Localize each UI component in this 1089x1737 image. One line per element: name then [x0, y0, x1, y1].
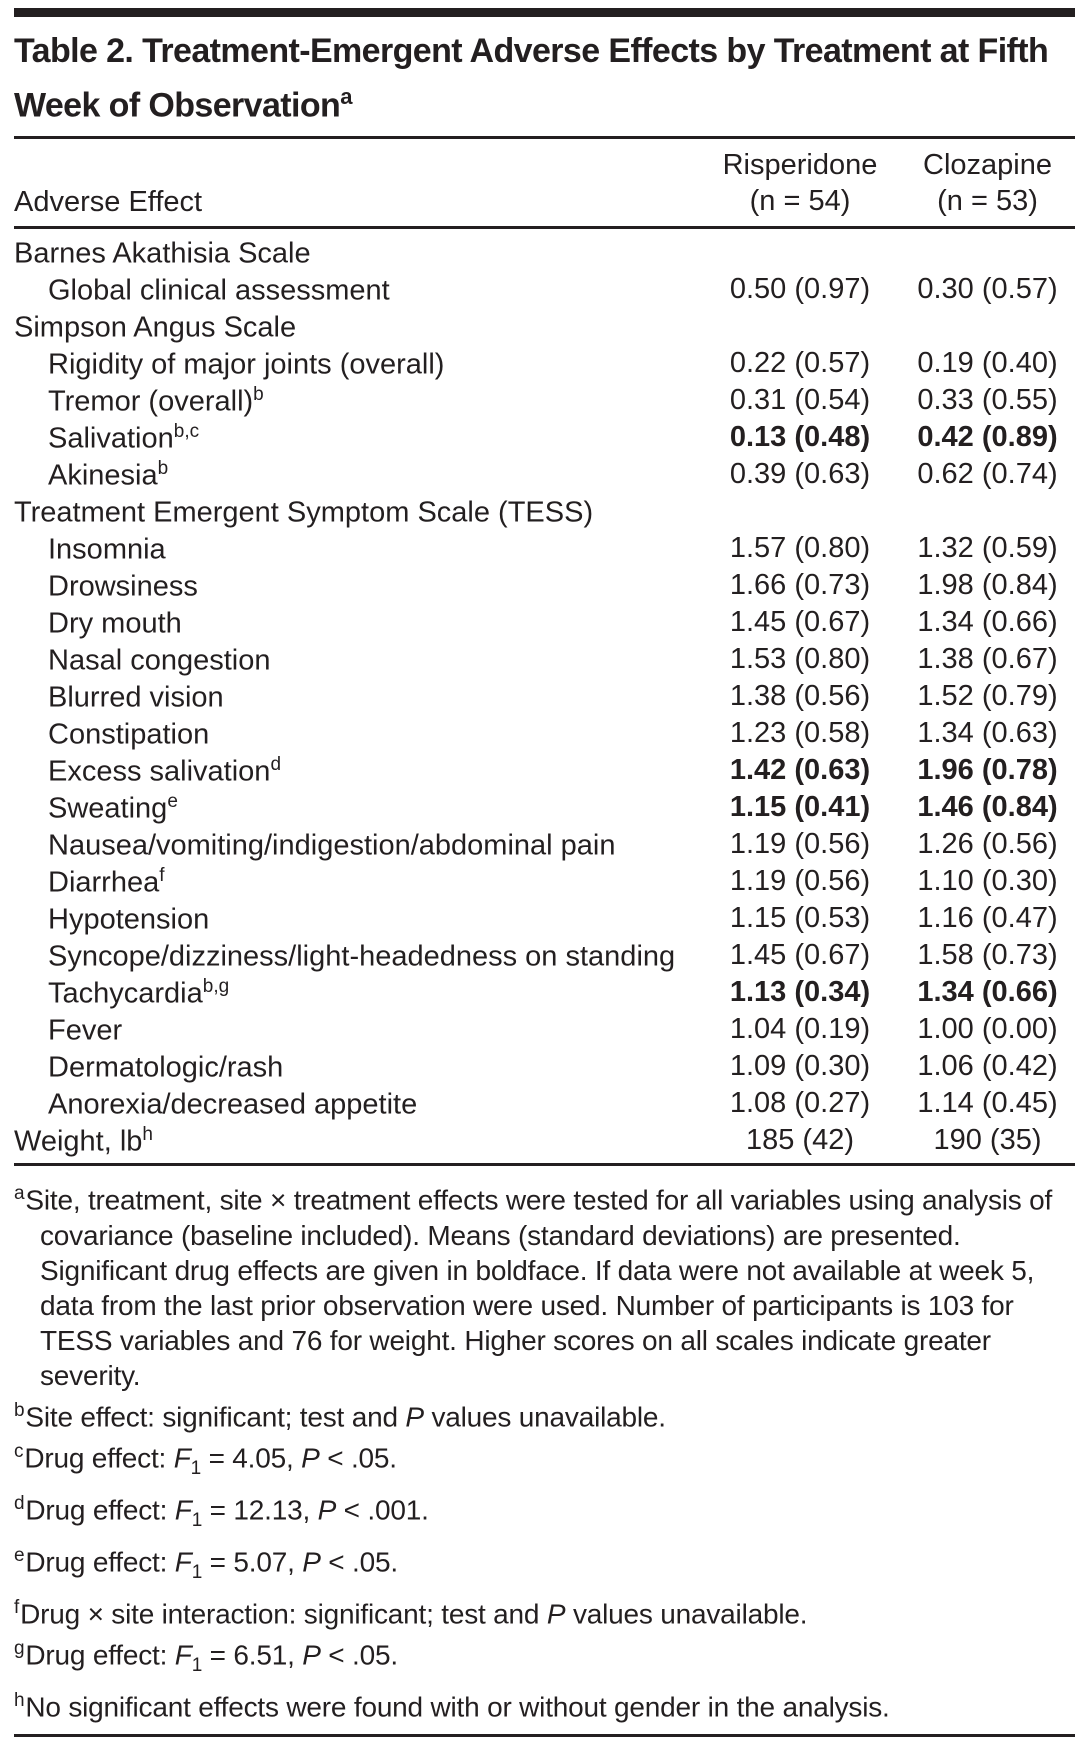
- table-row: [14, 1048, 1075, 1085]
- risperidone-value: 1.38 (0.56): [729, 680, 871, 713]
- clozapine-value: 1.34 (0.66): [917, 976, 1058, 1009]
- table-row: [14, 308, 1075, 345]
- risperidone-value: 1.42 (0.63): [729, 754, 871, 787]
- table-row: [14, 228, 1075, 272]
- column-header-clozapine: [900, 138, 1075, 228]
- adverse-effect-label: Insomnia: [48, 533, 166, 566]
- table-row: [14, 1011, 1075, 1048]
- footnote-a: $^a$Site, treatment, site × treatment effects were tested for all variables using analysis of covariance (baseline included). Means (standard deviations) are presented. Significant drug effects are given in boldface. If data were not available at week 5, data from the last prior observation were used. Number of participants is 103 for TESS variables and 76 for weight. Higher scores on all scales indicate greater severity.: [14, 1183, 1053, 1391]
- risperidone-value: 1.04 (0.19): [729, 1013, 871, 1046]
- risperidone-value: 1.19 (0.56): [729, 865, 871, 898]
- clozapine-value: 1.34 (0.63): [917, 717, 1058, 750]
- adverse-effect-label: Dry mouth: [48, 607, 182, 640]
- adverse-effect-label: Barnes Akathisia Scale: [14, 237, 311, 270]
- table-row: [14, 826, 1075, 863]
- risperidone-value: 1.15 (0.41): [729, 791, 871, 824]
- table-row: [14, 530, 1075, 567]
- table-row: [14, 715, 1075, 752]
- clozapine-value: [900, 493, 1075, 530]
- table-header: [14, 138, 1075, 228]
- risperidone-n: (n = 54): [749, 185, 851, 218]
- footnotes: [14, 1176, 1075, 1724]
- column-header-adverse-effect: Adverse Effect: [14, 138, 700, 228]
- adverse-effect-label: Anorexia/decreased appetite: [48, 1088, 418, 1121]
- clozapine-n: (n = 53): [937, 185, 1038, 218]
- footnote-marker: b,c: [173, 420, 200, 442]
- adverse-effect-label: Rigidity of major joints (overall): [48, 348, 445, 381]
- table-row: [14, 456, 1075, 493]
- adverse-effect-label: Blurred vision: [48, 681, 224, 714]
- table-row: [14, 382, 1075, 419]
- risperidone-value: 1.15 (0.53): [729, 902, 871, 935]
- clozapine-value: 1.34 (0.66): [917, 606, 1058, 639]
- footnote-marker: e: [167, 790, 178, 812]
- table-row: [14, 604, 1075, 641]
- adverse-effect-label: Syncope/dizziness/light-headedness on standing: [48, 940, 676, 973]
- risperidone-value: 1.66 (0.73): [729, 569, 871, 602]
- risperidone-label: Risperidone: [722, 149, 878, 182]
- adverse-effect-label: Tachycardia$^{b,g}$: [48, 975, 230, 1010]
- table-row: [14, 271, 1075, 308]
- risperidone-value: 1.45 (0.67): [729, 939, 871, 972]
- risperidone-value: 1.08 (0.27): [729, 1087, 871, 1120]
- table-body: [14, 228, 1075, 1165]
- clozapine-value: 1.32 (0.59): [917, 532, 1058, 565]
- risperidone-value: 0.50 (0.97): [729, 273, 871, 306]
- adverse-effect-label: Tremor (overall)$^b$: [48, 383, 264, 418]
- clozapine-value: 1.16 (0.47): [917, 902, 1058, 935]
- footnote-g: $^g$Drug effect: $F_1 = 6.51$, P < .05.: [14, 1638, 398, 1676]
- clozapine-value: 0.62 (0.74): [917, 458, 1058, 491]
- footnote-h: $^h$No significant effects were found with or without gender in the analysis.: [14, 1690, 890, 1723]
- footnote-marker: d: [270, 753, 282, 775]
- top-rule: [14, 8, 1075, 17]
- table-row: [14, 641, 1075, 678]
- adverse-effect-label: Salivation$^{b,c}$: [48, 420, 200, 455]
- risperidone-value: 0.31 (0.54): [729, 384, 871, 417]
- risperidone-value: [700, 493, 900, 530]
- footnote-marker: b: [14, 1399, 25, 1421]
- adverse-effect-label: Dermatologic/rash: [48, 1051, 284, 1084]
- table-row: [14, 419, 1075, 456]
- clozapine-value: 1.58 (0.73): [917, 939, 1058, 972]
- risperidone-value: 1.19 (0.56): [729, 828, 871, 861]
- risperidone-value: 1.45 (0.67): [729, 606, 871, 639]
- risperidone-value: 1.53 (0.80): [729, 643, 871, 676]
- adverse-effect-label: Drowsiness: [48, 570, 198, 603]
- risperidone-value: [700, 228, 900, 272]
- clozapine-value: 1.00 (0.00): [917, 1013, 1058, 1046]
- table-row: [14, 678, 1075, 715]
- footnote-marker: c: [14, 1440, 24, 1462]
- clozapine-value: 1.06 (0.42): [917, 1050, 1058, 1083]
- adverse-effect-label: Excess salivation$^d$: [48, 753, 282, 788]
- clozapine-value: 1.98 (0.84): [917, 569, 1058, 602]
- risperidone-value: 0.22 (0.57): [729, 347, 871, 380]
- table-row: [14, 863, 1075, 900]
- footnote-marker: f: [159, 864, 165, 886]
- table-row: [14, 493, 1075, 530]
- footnote-marker: a: [14, 1183, 25, 1205]
- adverse-effect-label: Nausea/vomiting/indigestion/abdominal pain: [48, 829, 616, 862]
- clozapine-label: Clozapine: [923, 149, 1052, 182]
- risperidone-value: 1.13 (0.34): [729, 976, 871, 1009]
- table-row: [14, 974, 1075, 1011]
- adverse-effect-label: Nasal congestion: [48, 644, 271, 677]
- adverse-effects-table: [14, 136, 1075, 1166]
- adverse-effect-label: Akinesia$^b$: [48, 457, 169, 492]
- clozapine-value: 1.46 (0.84): [917, 791, 1058, 824]
- risperidone-value: 1.23 (0.58): [729, 717, 871, 750]
- clozapine-value: [900, 228, 1075, 272]
- adverse-effect-label: Fever: [48, 1014, 123, 1047]
- table-row: [14, 789, 1075, 826]
- table-title-footnote-marker: a: [340, 84, 352, 109]
- footnote-marker: b: [157, 457, 169, 479]
- adverse-effect-label: Global clinical assessment: [48, 274, 390, 307]
- footnote-marker: f: [14, 1596, 20, 1618]
- risperidone-value: 0.39 (0.63): [729, 458, 871, 491]
- footnote-marker: h: [14, 1690, 25, 1711]
- clozapine-value: 1.38 (0.67): [917, 643, 1058, 676]
- footnote-e: $^e$Drug effect: $F_1 = 5.07$, P < .05.: [14, 1544, 398, 1583]
- risperidone-value: 185 (42): [745, 1124, 854, 1157]
- table-row: [14, 1085, 1075, 1122]
- table-row: [14, 752, 1075, 789]
- clozapine-value: 1.26 (0.56): [917, 828, 1058, 861]
- table-row: [14, 937, 1075, 974]
- footnote-marker: b,g: [202, 975, 230, 997]
- risperidone-value: [700, 308, 900, 345]
- footnote-f: $^f$Drug × site interaction: significant; test and P values unavailable.: [14, 1596, 808, 1630]
- risperidone-value: 1.09 (0.30): [729, 1050, 871, 1083]
- table-title: [14, 29, 1064, 128]
- footnote-marker: h: [142, 1123, 153, 1145]
- table-row: [14, 567, 1075, 604]
- footnote-marker: d: [14, 1492, 25, 1514]
- footnote-c: $^c$Drug effect: $F_1 = 4.05$, P < .05.: [14, 1440, 397, 1479]
- clozapine-value: 0.42 (0.89): [917, 421, 1058, 454]
- adverse-effect-label: Diarrhea$^f$: [48, 864, 165, 899]
- clozapine-value: 0.19 (0.40): [917, 347, 1058, 380]
- clozapine-value: 0.33 (0.55): [917, 384, 1058, 417]
- clozapine-value: [900, 308, 1075, 345]
- adverse-effect-label: Treatment Emergent Symptom Scale (TESS): [14, 496, 594, 529]
- adverse-effect-label: Constipation: [48, 718, 210, 751]
- footnote-marker: b: [253, 383, 264, 405]
- clozapine-value: 190 (35): [933, 1124, 1042, 1157]
- table-row: [14, 1122, 1075, 1165]
- table-row: [14, 345, 1075, 382]
- risperidone-value: 0.13 (0.48): [729, 421, 871, 454]
- clozapine-value: 1.96 (0.78): [917, 754, 1058, 787]
- footnote-d: $^d$Drug effect: $F_1 = 12.13$, P < .001.: [14, 1492, 429, 1531]
- footnote-marker: e: [14, 1544, 25, 1566]
- table-row: [14, 900, 1075, 937]
- risperidone-value: 1.57 (0.80): [729, 532, 871, 565]
- footnote-b: $^b$Site effect: significant; test and P values unavailable.: [14, 1399, 666, 1432]
- adverse-effect-label: Simpson Angus Scale: [14, 311, 297, 344]
- clozapine-value: 1.14 (0.45): [917, 1087, 1058, 1120]
- adverse-effect-label: Sweating$^e$: [48, 790, 178, 825]
- adverse-effect-label: Weight, $lb^h$: [14, 1123, 153, 1158]
- clozapine-value: 1.10 (0.30): [917, 865, 1058, 898]
- footnote-marker: g: [14, 1638, 25, 1660]
- clozapine-value: 1.52 (0.79): [917, 680, 1058, 713]
- clozapine-value: 0.30 (0.57): [917, 273, 1058, 306]
- adverse-effect-label: Hypotension: [48, 903, 210, 936]
- column-header-risperidone: [700, 138, 900, 228]
- table-title-text: Table 2. Treatment-Emergent Adverse Effects by Treatment at Fifth Week of Observation: [14, 32, 1049, 125]
